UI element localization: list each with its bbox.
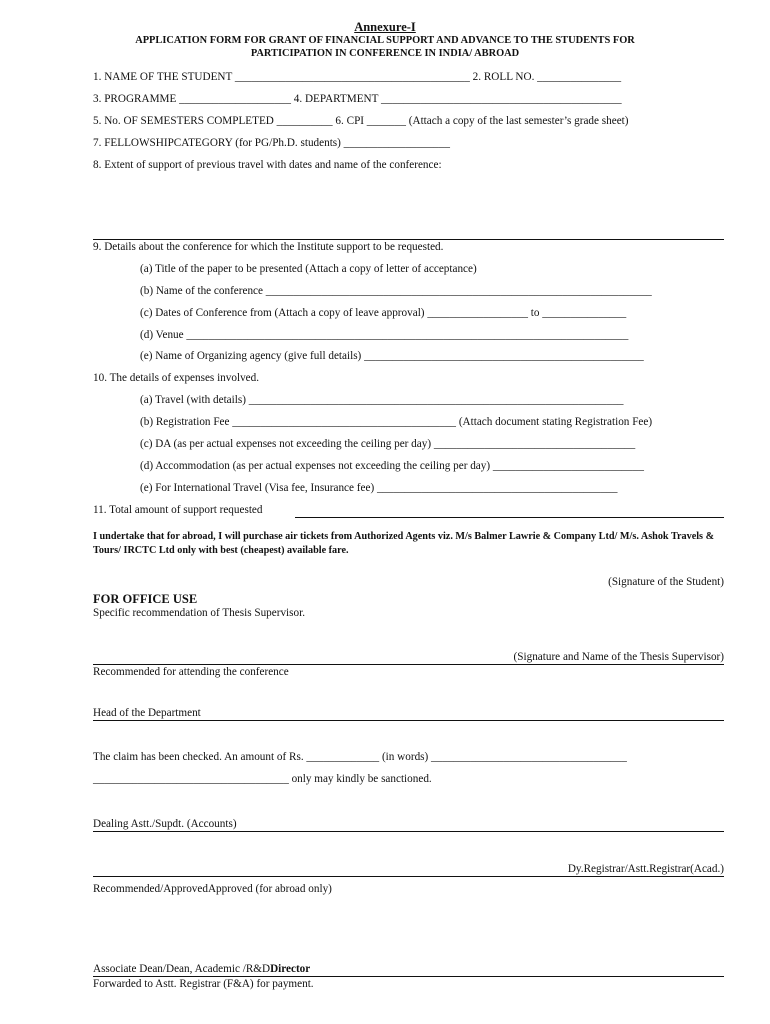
annexure-title: Annexure-I — [354, 20, 416, 34]
supervisor-signature-label: (Signature and Name of the Thesis Supervisor) — [513, 651, 724, 663]
hod-divider — [93, 720, 724, 721]
approved-label: Recommended/ApprovedApproved (for abroad only) — [93, 883, 332, 895]
recommended-conference-label: Recommended for attending the conference — [93, 666, 289, 678]
programme-department-field[interactable]: 3. PROGRAMME ____________________ 4. DEPARTMENT ___________________________________________ — [93, 93, 622, 105]
name-rollno-field[interactable]: 1. NAME OF THE STUDENT __________________________________________ 2. ROLL NO. _______________ — [93, 71, 622, 83]
registration-fee-field[interactable]: (b) Registration Fee ________________________________________ (Attach document stating Registration Fee) — [140, 416, 653, 428]
dy-registrar-label: Dy.Registrar/Astt.Registrar(Acad.) — [567, 863, 724, 875]
claim-words-field[interactable]: ___________________________________ only may kindly be sanctioned. — [93, 773, 432, 785]
fellowship-category-field[interactable]: 7. FELLOWSHIPCATEGORY (for PG/Ph.D. students) ___________________ — [93, 137, 450, 149]
forwarded-label: Forwarded to Astt. Registrar (F&A) for payment. — [93, 978, 314, 990]
assoc-dean-label — [93, 963, 310, 975]
claim-amount-field[interactable]: The claim has been checked. An amount of Rs. _____________ (in words) ___________________________________ — [93, 751, 627, 763]
dealing-divider — [93, 831, 724, 832]
conference-name-field[interactable]: (b) Name of the conference _____________________________________________________________________ — [140, 285, 652, 297]
total-support-line[interactable] — [295, 517, 724, 518]
da-expense-field[interactable]: (c) DA (as per actual expenses not exceeding the ceiling per day) ____________________________________ — [140, 438, 636, 450]
international-travel-field[interactable]: (e) For International Travel (Visa fee, Insurance fee) ___________________________________________ — [140, 482, 618, 494]
assoc-dean-text: Associate Dean/Dean, Academic /R&D — [93, 963, 271, 975]
undertaking-statement: I undertake that for abroad, I will purchase air tickets from Authorized Agents viz. M/s Balmer Lawrie & Company Ltd/ M/s. Ashok Travels & Tours/ IRCTC Ltd only with best (cheapest) available fare. — [93, 531, 715, 556]
section-divider — [93, 239, 724, 240]
accommodation-expense-field[interactable]: (d) Accommodation (as per actual expenses not exceeding the ceiling per day) ___________________________ — [140, 460, 644, 472]
director-divider — [93, 976, 724, 977]
paper-title-item: (a) Title of the paper to be presented (Attach a copy of letter of acceptance) — [140, 263, 477, 275]
conference-dates-field[interactable]: (c) Dates of Conference from (Attach a copy of leave approval) __________________ to _______________ — [140, 307, 627, 319]
supervisor-divider — [93, 664, 724, 665]
previous-travel-label: 8. Extent of support of previous travel with dates and name of the conference: — [93, 159, 442, 171]
travel-expense-field[interactable]: (a) Travel (with details) ___________________________________________________________________ — [140, 394, 624, 406]
office-use-heading: FOR OFFICE USE — [93, 592, 198, 606]
expenses-heading: 10. The details of expenses involved. — [93, 372, 260, 384]
form-title-line-1: APPLICATION FORM FOR GRANT OF FINANCIAL SUPPORT AND ADVANCE TO THE STUDENTS FOR — [135, 35, 635, 46]
conference-details-heading: 9. Details about the conference for which the Institute support to be requested. — [93, 241, 444, 253]
student-signature-label: (Signature of the Student) — [608, 576, 724, 588]
semesters-cpi-field[interactable]: 5. No. OF SEMESTERS COMPLETED __________ 6. CPI _______ (Attach a copy of the last semester’s grade sheet) — [93, 115, 629, 127]
dealing-assistant-label: Dealing Astt./Supdt. (Accounts) — [93, 818, 237, 830]
registrar-divider — [93, 876, 724, 877]
supervisor-recommendation-label: Specific recommendation of Thesis Supervisor. — [93, 607, 305, 619]
hod-label: Head of the Department — [93, 707, 201, 719]
organizing-agency-field[interactable]: (e) Name of Organizing agency (give full details) __________________________________________________ — [140, 350, 644, 362]
director-label: Director — [270, 963, 311, 975]
form-title-line-2: PARTICIPATION IN CONFERENCE IN INDIA/ ABROAD — [250, 47, 520, 59]
total-support-label: 11. Total amount of support requested — [93, 504, 263, 516]
venue-field[interactable]: (d) Venue _______________________________________________________________________________ — [140, 329, 629, 341]
